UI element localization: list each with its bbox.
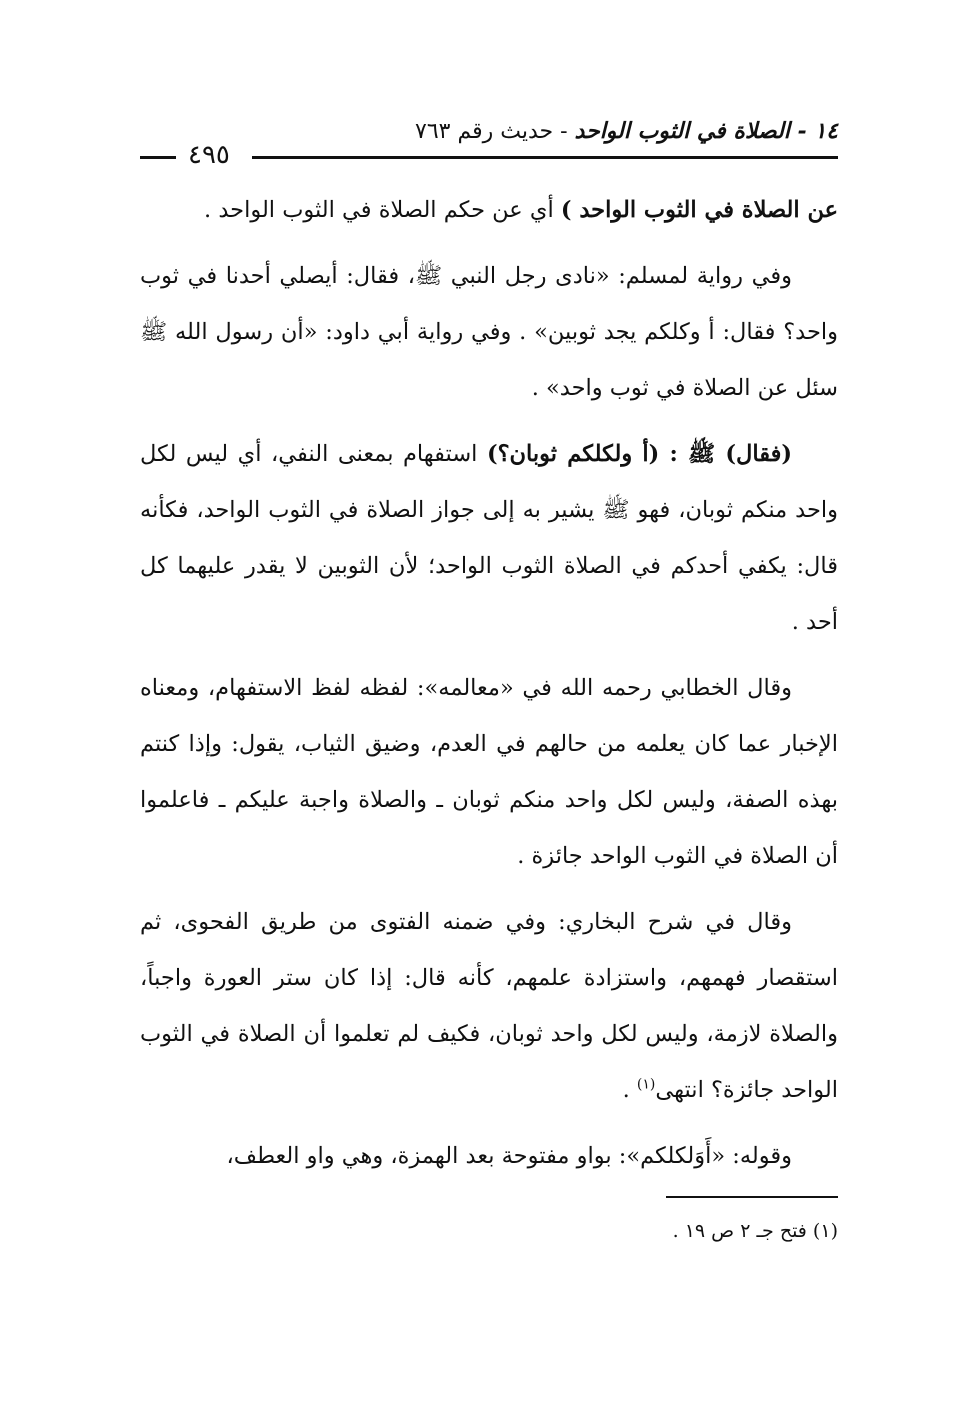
body-text — [140, 182, 838, 1194]
hadith-reference: - حديث رقم ٧٦٣ — [415, 119, 575, 144]
paragraph-5 — [140, 894, 838, 1118]
paragraph-3-heading: (فقال) ﷺ : (أ ولكلكم ثوبان؟) — [486, 441, 792, 467]
page-number: ٤٩٥ — [188, 140, 230, 170]
header-rule — [252, 156, 838, 159]
paragraph-1-text: أي عن حكم الصلاة في الثوب الواحد . — [204, 197, 561, 223]
paragraph-5-text: وقال في شرح البخاري: وفي ضمنه الفتوى من طريق الفحوى، ثم استقصار فهمهم، واستزادة علمهم، كأنه قال: إذا كان ستر العورة واجباً، والصلاة لازمة، وليس لكل واحد ثوبان، فكيف لم تعلموا أن الصلاة في الثوب الواحد جائزة؟ انتهى — [140, 909, 838, 1103]
footnote-rule — [666, 1196, 838, 1198]
chapter-title: ١٤ - الصلاة في الثوب الواحد — [574, 118, 838, 144]
paragraph-5-end: . — [622, 1077, 637, 1103]
paragraph-3-text: استفهام بمعنى النفي، أي ليس لكل واحد منكم ثوبان، فهو ﷺ يشير به إلى جواز الصلاة في الثوب الواحد، فكأنه قال: يكفي أحدكم في الصلاة الثوب الواحد؛ لأن الثوبين لا يقدر عليهما كل أحد . — [140, 441, 838, 635]
paragraph-3 — [140, 426, 838, 650]
footnote-marker[interactable]: (١) — [636, 1076, 656, 1093]
footnote: (١) فتح جـ ٢ ص ١٩ . — [672, 1220, 838, 1242]
paragraph-2: وفي رواية لمسلم: «نادى رجل النبي ﷺ، فقال: أيصلي أحدنا في ثوب واحد؟ فقال: أ وكلكم يجد ثوبين» . وفي رواية أبي داود: «أن رسول الله ﷺ سئل عن الصلاة في ثوب واحد» . — [140, 263, 838, 401]
paragraph-6: وقوله: «أَوَلكلكم»: بواو مفتوحة بعد الهمزة، وهي واو العطف، — [226, 1143, 792, 1169]
page-header — [140, 118, 838, 170]
paragraph-1-heading: عن الصلاة في الثوب الواحد ) — [560, 197, 838, 223]
running-title — [415, 118, 838, 144]
paragraph-4: وقال الخطابي رحمه الله في «معالمه»: لفظه لفظ الاستفهام، ومعناه الإخبار عما كان يعلمه من حالهم في العدم، وضيق الثياب، يقول: وإذا كنتم بهذه الصفة، وليس لكل واحد منكم ثوبان ـ والصلاة واجبة عليكم ـ فاعلموا أن الصلاة في الثوب الواحد جائزة . — [140, 675, 838, 869]
page-number-dash — [140, 156, 176, 159]
paragraph-1 — [140, 182, 838, 238]
